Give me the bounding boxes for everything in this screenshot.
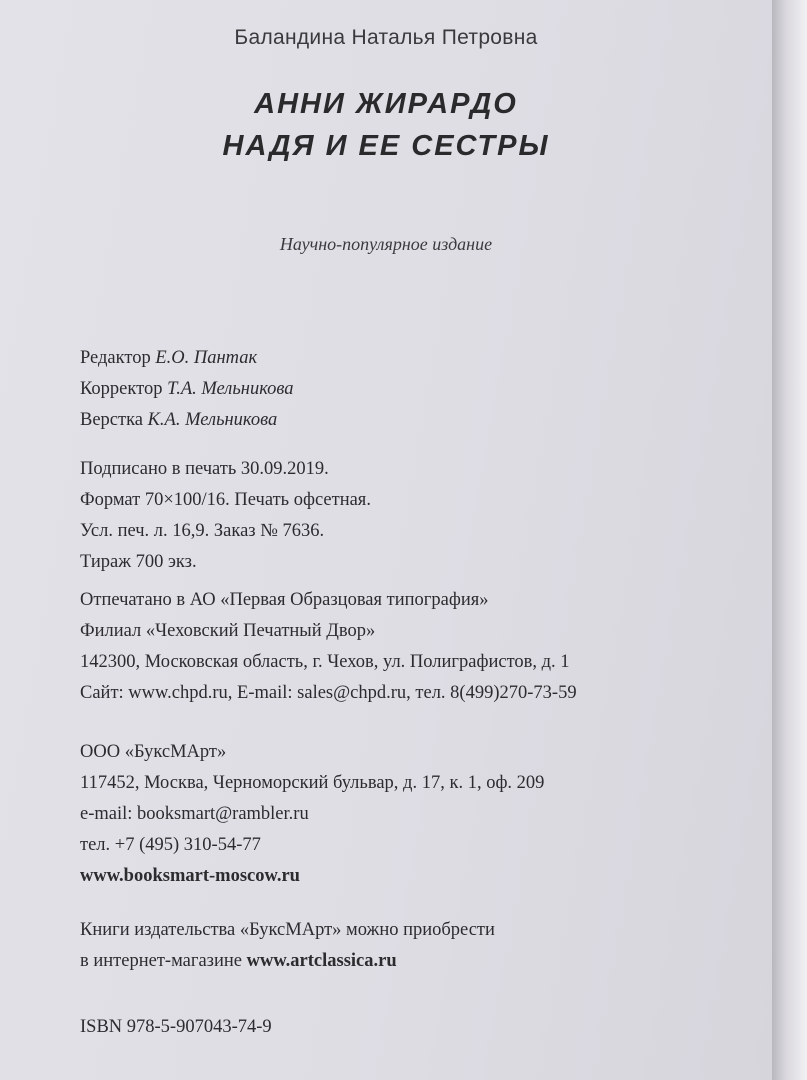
print-format: Формат 70×100/16. Печать офсетная. (80, 490, 371, 510)
page-edge (772, 0, 807, 1080)
printer-name: Отпечатано в АО «Первая Образцовая типография» (80, 590, 489, 610)
book-title-line-2: НАДЯ И ЕЕ СЕСТРЫ (222, 130, 550, 162)
book-title-line-1: АННИ ЖИРАРДО (254, 88, 518, 120)
shop-block (80, 915, 495, 977)
printer-contacts: Сайт: www.chpd.ru, E-mail: sales@chpd.ru, тел. 8(499)270-73-59 (80, 683, 577, 703)
publisher-email: e-mail: booksmart@rambler.ru (80, 804, 309, 824)
credit-person: К.А. Мельникова (147, 410, 278, 430)
credit-editor (80, 343, 294, 374)
shop-line-1: Книги издательства «БуксМАрт» можно приобрести (80, 920, 495, 940)
credits-block (80, 343, 294, 436)
shop-prefix: в интернет-магазине (80, 951, 242, 971)
credit-role: Верстка (80, 410, 144, 430)
credit-person: Т.А. Мельникова (167, 379, 294, 399)
publisher-website: www.booksmart-moscow.ru (80, 866, 300, 886)
print-run: Тираж 700 экз. (80, 552, 197, 572)
shop-line-2 (80, 946, 495, 977)
printer-block (80, 585, 577, 709)
printer-branch: Филиал «Чеховский Печатный Двор» (80, 621, 376, 641)
isbn: ISBN 978-5-907043-74-9 (80, 1017, 272, 1037)
print-signed-date: Подписано в печать 30.09.2019. (80, 459, 329, 479)
publisher-name: ООО «БуксМАрт» (80, 742, 227, 762)
credit-layout (80, 405, 294, 436)
print-sheets-order: Усл. печ. л. 16,9. Заказ № 7636. (80, 521, 325, 541)
publisher-phone: тел. +7 (495) 310-54-77 (80, 835, 261, 855)
print-info-block (80, 454, 371, 578)
edition-type: Научно-популярное издание (279, 234, 493, 254)
publisher-block (80, 737, 544, 892)
author-name: Баландина Наталья Петровна (234, 26, 538, 49)
credit-corrector (80, 374, 294, 405)
credit-role: Редактор (80, 348, 151, 368)
shop-website: www.artclassica.ru (246, 951, 397, 971)
credit-role: Корректор (80, 379, 163, 399)
printer-address: 142300, Московская область, г. Чехов, ул. Полиграфистов, д. 1 (80, 652, 570, 672)
credit-person: Е.О. Пантак (155, 348, 258, 368)
publisher-address: 117452, Москва, Черноморский бульвар, д. 17, к. 1, оф. 209 (80, 773, 545, 793)
